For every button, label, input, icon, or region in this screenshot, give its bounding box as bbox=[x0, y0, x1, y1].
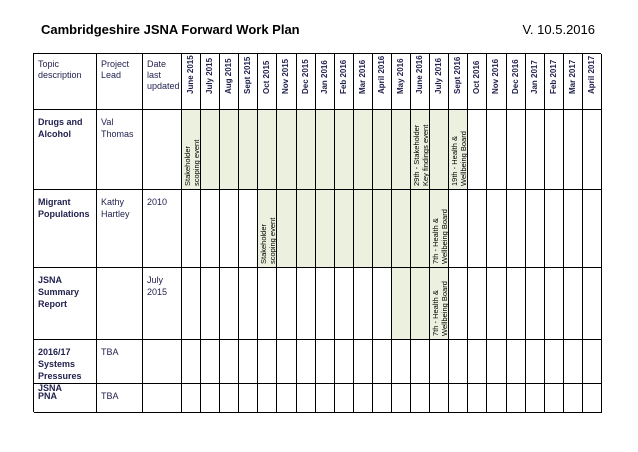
timeline-cell bbox=[335, 340, 354, 384]
milestone-line: Wellbeing Board bbox=[440, 209, 450, 264]
timeline-cell bbox=[411, 190, 430, 268]
updated-text: July 2015 bbox=[147, 275, 168, 297]
month-label: Mar 2016 bbox=[357, 59, 367, 94]
timeline-cell bbox=[182, 268, 201, 340]
timeline-cell bbox=[392, 340, 411, 384]
timeline-cell bbox=[297, 384, 316, 413]
timeline-cell bbox=[277, 384, 296, 413]
timeline-cell bbox=[487, 190, 506, 268]
header-label: Project Lead bbox=[101, 59, 130, 80]
timeline-cell bbox=[220, 190, 239, 268]
month-label: Nov 2015 bbox=[281, 58, 291, 94]
month-header-cell bbox=[239, 54, 258, 110]
milestone-label bbox=[183, 140, 201, 186]
timeline-cell bbox=[201, 190, 220, 268]
milestone-line: 29th - Stakeholder bbox=[412, 124, 422, 186]
timeline-cell bbox=[526, 340, 545, 384]
timeline-cell bbox=[411, 340, 430, 384]
month-label: Dec 2015 bbox=[300, 59, 310, 94]
timeline-cell bbox=[239, 110, 258, 190]
timeline-cell bbox=[316, 340, 335, 384]
timeline-cell bbox=[564, 110, 583, 190]
timeline-cell bbox=[182, 340, 201, 384]
milestone-label bbox=[431, 281, 449, 336]
month-header-cell bbox=[182, 54, 201, 110]
table-cell-topic bbox=[34, 384, 97, 413]
month-header-cell bbox=[487, 54, 506, 110]
timeline-cell bbox=[373, 190, 392, 268]
topic-text: PNA bbox=[38, 391, 58, 401]
timeline-cell bbox=[258, 340, 277, 384]
table-cell-updated bbox=[143, 340, 182, 384]
lead-text: Kathy Hartley bbox=[101, 197, 130, 219]
timeline-cell bbox=[487, 384, 506, 413]
milestone-line: scoping event bbox=[268, 217, 278, 264]
timeline-cell bbox=[220, 340, 239, 384]
month-label: Nov 2016 bbox=[491, 58, 501, 94]
timeline-cell bbox=[583, 340, 602, 384]
timeline-cell bbox=[507, 190, 526, 268]
topic-text: Migrant Populations bbox=[38, 197, 90, 219]
timeline-cell bbox=[583, 384, 602, 413]
timeline-cell bbox=[297, 268, 316, 340]
timeline-cell bbox=[277, 340, 296, 384]
timeline-cell bbox=[545, 190, 564, 268]
timeline-cell bbox=[526, 110, 545, 190]
month-label: Oct 2015 bbox=[262, 60, 272, 94]
table-cell-lead bbox=[97, 340, 143, 384]
timeline-cell bbox=[373, 340, 392, 384]
month-label: July 2015 bbox=[205, 57, 215, 94]
milestone-line: Stakeholder bbox=[259, 223, 269, 264]
month-label: June 2016 bbox=[415, 55, 425, 94]
month-header-cell bbox=[583, 54, 602, 110]
month-header-cell bbox=[335, 54, 354, 110]
timeline-cell bbox=[201, 384, 220, 413]
table-cell-lead bbox=[97, 268, 143, 340]
header-cell bbox=[97, 54, 143, 110]
timeline-cell bbox=[277, 190, 296, 268]
timeline-cell bbox=[201, 268, 220, 340]
month-header-cell bbox=[220, 54, 239, 110]
timeline-cell bbox=[316, 268, 335, 340]
table-cell-updated bbox=[143, 190, 182, 268]
timeline-cell bbox=[258, 190, 277, 268]
header-cell bbox=[34, 54, 97, 110]
timeline-cell bbox=[335, 268, 354, 340]
milestone-line: Wellbeing Board bbox=[440, 281, 450, 336]
milestone-label bbox=[259, 218, 277, 264]
timeline-cell bbox=[335, 384, 354, 413]
timeline-cell bbox=[258, 110, 277, 190]
month-header-cell bbox=[201, 54, 220, 110]
timeline-cell bbox=[220, 110, 239, 190]
timeline-cell bbox=[354, 268, 373, 340]
month-label: June 2015 bbox=[186, 55, 196, 94]
timeline-cell bbox=[373, 384, 392, 413]
timeline-cell bbox=[507, 340, 526, 384]
table-cell-updated bbox=[143, 110, 182, 190]
timeline-cell bbox=[316, 384, 335, 413]
timeline-cell bbox=[507, 268, 526, 340]
updated-text: 2010 bbox=[147, 197, 168, 207]
milestone-line: Key findings event bbox=[421, 124, 431, 186]
milestone-line: 7th - Health & bbox=[431, 218, 441, 264]
timeline-cell bbox=[239, 384, 258, 413]
month-header-cell bbox=[564, 54, 583, 110]
timeline-cell bbox=[545, 268, 564, 340]
timeline-cell bbox=[507, 384, 526, 413]
version-label: V. 10.5.2016 bbox=[522, 22, 595, 37]
timeline-cell bbox=[564, 384, 583, 413]
month-label: April 2016 bbox=[376, 55, 386, 94]
table-cell-lead bbox=[97, 190, 143, 268]
timeline-cell bbox=[392, 384, 411, 413]
month-header-cell bbox=[258, 54, 277, 110]
table-cell-topic bbox=[34, 268, 97, 340]
lead-text: TBA bbox=[101, 347, 119, 357]
month-header-cell bbox=[297, 54, 316, 110]
header-label: Date last updated bbox=[147, 59, 180, 91]
timeline-cell bbox=[487, 340, 506, 384]
timeline-cell bbox=[277, 110, 296, 190]
timeline-cell bbox=[297, 190, 316, 268]
timeline-cell bbox=[182, 384, 201, 413]
timeline-cell bbox=[468, 384, 487, 413]
timeline-cell bbox=[468, 110, 487, 190]
timeline-cell bbox=[430, 340, 449, 384]
month-header-cell bbox=[411, 54, 430, 110]
timeline-cell bbox=[201, 110, 220, 190]
timeline-cell bbox=[449, 268, 468, 340]
timeline-cell bbox=[354, 340, 373, 384]
month-label: Feb 2017 bbox=[548, 59, 558, 94]
timeline-cell bbox=[239, 190, 258, 268]
timeline-cell bbox=[564, 340, 583, 384]
milestone-label bbox=[431, 209, 449, 264]
timeline-cell bbox=[545, 384, 564, 413]
month-label: April 2017 bbox=[586, 55, 596, 94]
month-header-cell bbox=[392, 54, 411, 110]
timeline-cell bbox=[430, 268, 449, 340]
table-cell-lead bbox=[97, 110, 143, 190]
timeline-cell bbox=[583, 268, 602, 340]
month-label: May 2016 bbox=[396, 58, 406, 94]
timeline-cell bbox=[392, 110, 411, 190]
lead-text: Val Thomas bbox=[101, 117, 134, 139]
timeline-cell bbox=[354, 190, 373, 268]
timeline-cell bbox=[411, 110, 430, 190]
month-header-cell bbox=[468, 54, 487, 110]
timeline-cell bbox=[354, 110, 373, 190]
month-label: Sept 2015 bbox=[243, 56, 253, 94]
timeline-cell bbox=[449, 384, 468, 413]
milestone-line: 7th - Health & bbox=[431, 290, 441, 336]
timeline-cell bbox=[564, 190, 583, 268]
month-label: Jan 2017 bbox=[529, 60, 539, 94]
timeline-cell bbox=[583, 110, 602, 190]
month-header-cell bbox=[277, 54, 296, 110]
milestone-line: Stakeholder bbox=[183, 145, 192, 186]
timeline-cell bbox=[239, 268, 258, 340]
timeline-cell bbox=[411, 268, 430, 340]
timeline-cell bbox=[258, 384, 277, 413]
month-header-cell bbox=[316, 54, 335, 110]
month-label: Dec 2016 bbox=[510, 59, 520, 94]
timeline-cell bbox=[526, 190, 545, 268]
month-header-cell bbox=[526, 54, 545, 110]
milestone-label bbox=[412, 125, 430, 186]
month-label: July 2016 bbox=[434, 57, 444, 94]
timeline-cell bbox=[583, 190, 602, 268]
timeline-cell bbox=[335, 190, 354, 268]
table-cell-updated bbox=[143, 384, 182, 413]
month-header-cell bbox=[354, 54, 373, 110]
table-cell-updated bbox=[143, 268, 182, 340]
table-cell-topic bbox=[34, 110, 97, 190]
timeline-cell bbox=[392, 190, 411, 268]
month-header-cell bbox=[373, 54, 392, 110]
month-header-cell bbox=[449, 54, 468, 110]
topic-text: JSNA Summary Report bbox=[38, 275, 80, 309]
month-header-cell bbox=[545, 54, 564, 110]
timeline-cell bbox=[526, 268, 545, 340]
month-label: Mar 2017 bbox=[567, 59, 577, 94]
timeline-cell bbox=[430, 384, 449, 413]
table-cell-topic bbox=[34, 340, 97, 393]
timeline-cell bbox=[449, 340, 468, 384]
table-cell-lead bbox=[97, 384, 143, 413]
lead-text: TBA bbox=[101, 391, 119, 401]
timeline-cell bbox=[564, 268, 583, 340]
timeline-cell bbox=[277, 268, 296, 340]
timeline-cell bbox=[182, 110, 201, 190]
timeline-cell bbox=[239, 340, 258, 384]
month-label: Sept 2016 bbox=[453, 56, 463, 94]
timeline-cell bbox=[545, 110, 564, 190]
timeline-cell bbox=[507, 110, 526, 190]
timeline-cell bbox=[220, 268, 239, 340]
timeline-cell bbox=[297, 340, 316, 384]
month-label: Aug 2015 bbox=[224, 58, 234, 94]
month-label: Jan 2016 bbox=[319, 60, 329, 94]
milestone-line: 19th - Health & bbox=[450, 135, 460, 186]
month-header-cell bbox=[430, 54, 449, 110]
timeline-cell bbox=[411, 384, 430, 413]
timeline-cell bbox=[487, 110, 506, 190]
timeline-cell bbox=[468, 190, 487, 268]
timeline-cell bbox=[430, 190, 449, 268]
timeline-cell bbox=[487, 268, 506, 340]
timeline-cell bbox=[545, 340, 564, 384]
month-header-cell bbox=[507, 54, 526, 110]
timeline-cell bbox=[430, 110, 449, 190]
timeline-cell bbox=[392, 268, 411, 340]
table-cell-topic bbox=[34, 190, 97, 268]
timeline-cell bbox=[201, 340, 220, 384]
document-title: Cambridgeshire JSNA Forward Work Plan bbox=[41, 22, 300, 37]
timeline-cell bbox=[182, 190, 201, 268]
timeline-cell bbox=[373, 110, 392, 190]
topic-text: Drugs and Alcohol bbox=[38, 117, 83, 139]
milestone-label bbox=[450, 131, 468, 186]
timeline-cell bbox=[373, 268, 392, 340]
timeline-cell bbox=[468, 340, 487, 384]
timeline-cell bbox=[258, 268, 277, 340]
milestone-line: Wellbeing Board bbox=[459, 131, 469, 186]
month-label: Feb 2016 bbox=[338, 59, 348, 94]
milestone-line: scoping event bbox=[192, 139, 201, 186]
topic-text: 2016/17 Systems Pressures JSNA bbox=[38, 347, 82, 393]
timeline-cell bbox=[526, 384, 545, 413]
timeline-cell bbox=[468, 268, 487, 340]
header-cell bbox=[143, 54, 182, 110]
timeline-cell bbox=[297, 110, 316, 190]
timeline-cell bbox=[354, 384, 373, 413]
timeline-cell bbox=[449, 110, 468, 190]
timeline-cell bbox=[220, 384, 239, 413]
header-label: Topic description bbox=[38, 59, 82, 80]
month-label: Oct 2016 bbox=[472, 60, 482, 94]
timeline-cell bbox=[316, 110, 335, 190]
work-plan-table bbox=[33, 53, 601, 412]
timeline-cell bbox=[335, 110, 354, 190]
timeline-cell bbox=[449, 190, 468, 268]
timeline-cell bbox=[316, 190, 335, 268]
